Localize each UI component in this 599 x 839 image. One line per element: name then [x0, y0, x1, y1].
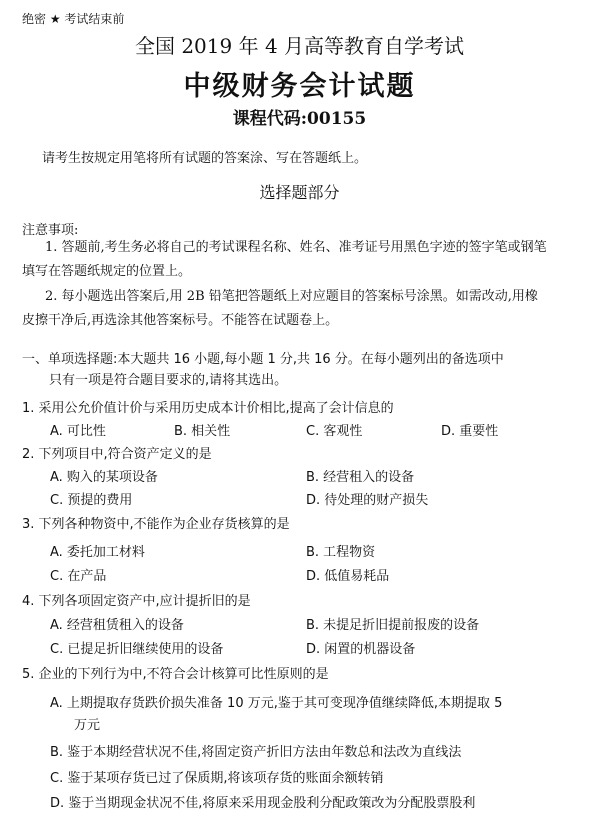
question-2-option-d: D. 待处理的财产损失	[306, 493, 429, 508]
question-1-option-b: B. 相关性	[174, 424, 231, 439]
question-4-option-b: B. 未提足折旧提前报废的设备	[306, 618, 480, 633]
question-1-option-c: C. 客观性	[306, 424, 363, 439]
question-5-option-c: C. 鉴于某项存货已过了保质期,将该项存货的账面余额转销	[50, 771, 384, 786]
question-5-option-d: D. 鉴于当期现金状况不佳,将原来采用现金股利分配政策改为分配股票股利	[50, 796, 476, 811]
subject-title: 中级财务会计试题	[183, 71, 416, 102]
note-2-line-2: 皮擦干净后,再选涂其他答案标号。不能答在试题卷上。	[22, 313, 339, 328]
question-5-option-a-continued: 万元	[74, 718, 101, 733]
section-title: 选择题部分	[259, 183, 340, 202]
part1-instruction-line-1: 一、单项选择题:本大题共 16 小题,每小题 1 分,共 16 分。在每小题列出的备选项中	[22, 352, 504, 367]
course-code: 课程代码:00155	[232, 109, 367, 129]
part1-instruction-line-2: 只有一项是符合题目要求的,请将其选出。	[49, 373, 288, 388]
question-4-option-d: D. 闲置的机器设备	[306, 642, 416, 657]
question-3-option-b: B. 工程物资	[306, 545, 376, 560]
question-1-stem: 1. 采用公允价值计价与采用历史成本计价相比,提高了会计信息的	[22, 401, 394, 416]
question-3-option-c: C. 在产品	[50, 569, 107, 584]
question-5-stem: 5. 企业的下列行为中,不符合会计核算可比性原则的是	[22, 667, 329, 682]
question-2-option-a: A. 购入的某项设备	[50, 470, 158, 485]
question-4-stem: 4. 下列各项固定资产中,应计提折旧的是	[22, 594, 251, 609]
question-2-option-b: B. 经营租入的设备	[306, 470, 415, 485]
note-2-line-1: 2. 每小题选出答案后,用 2B 铅笔把答题纸上对应题目的答案标号涂黑。如需改动,用橡	[45, 289, 538, 304]
question-3-option-d: D. 低值易耗品	[306, 569, 390, 584]
question-1-option-a: A. 可比性	[50, 424, 106, 439]
notes-heading: 注意事项:	[22, 223, 79, 238]
question-3-stem: 3. 下列各种物资中,不能作为企业存货核算的是	[22, 517, 290, 532]
question-4-option-c: C. 已提足折旧继续使用的设备	[50, 642, 224, 657]
question-3-option-a: A. 委托加工材料	[50, 545, 145, 560]
question-5-option-a: A. 上期提取存货跌价损失准备 10 万元,鉴于其可变现净值继续降低,本期提取 5	[50, 696, 503, 711]
note-1-line-1: 1. 答题前,考生务必将自己的考试课程名称、姓名、准考证号用黑色字迹的签字笔或钢笔	[45, 240, 547, 255]
question-5-option-b: B. 鉴于本期经营状况不佳,将固定资产折旧方法由年数总和法改为直线法	[50, 745, 462, 760]
exam-title: 全国 2019 年 4 月高等教育自学考试	[134, 34, 465, 58]
confidential-label: 绝密 ★ 考试结束前	[22, 12, 125, 26]
note-1-line-2: 填写在答题纸规定的位置上。	[22, 264, 192, 279]
question-1-option-d: D. 重要性	[441, 424, 499, 439]
question-2-stem: 2. 下列项目中,符合资产定义的是	[22, 447, 212, 462]
instruction-text: 请考生按规定用笔将所有试题的答案涂、写在答题纸上。	[42, 151, 368, 166]
question-2-option-c: C. 预提的费用	[50, 493, 133, 508]
question-4-option-a: A. 经营租赁租入的设备	[50, 618, 184, 633]
